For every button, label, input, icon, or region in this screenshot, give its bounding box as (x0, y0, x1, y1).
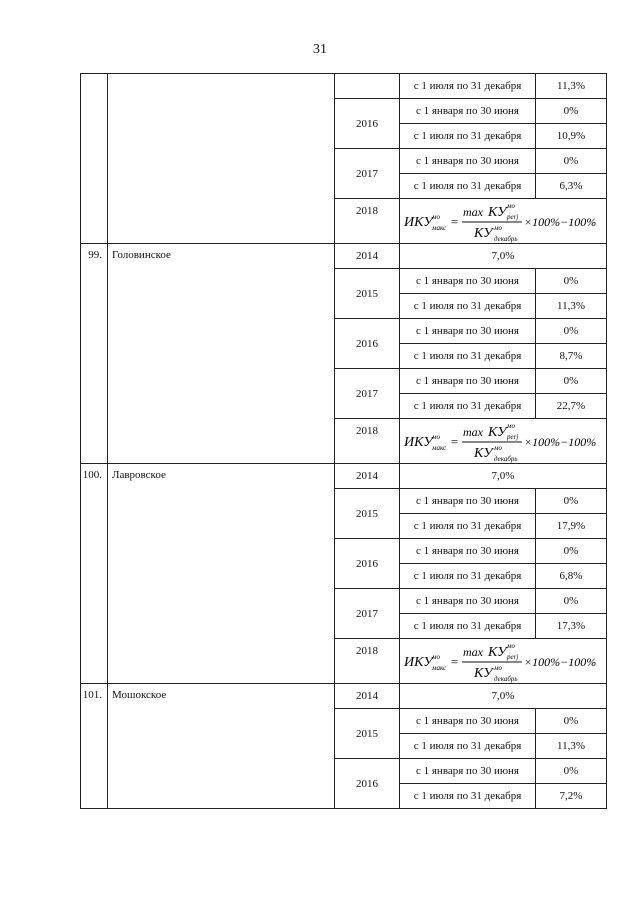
formula-lhs: ИКУ (404, 655, 433, 670)
year-cell: 2018 (335, 419, 400, 464)
formula-num-prefix: max (463, 645, 483, 659)
settlement-name (108, 74, 335, 244)
settlement-name: Головинское (108, 244, 335, 464)
period-cell: с 1 января по 30 июня (400, 319, 536, 344)
value-cell: 22,7% (536, 394, 607, 419)
year-cell: 2018 (335, 199, 400, 244)
formula-den-main: КУ (474, 666, 493, 681)
year-cell: 2016 (335, 99, 400, 149)
formula-den-sub: декабрь (494, 235, 518, 243)
formula-equals: = (450, 434, 459, 449)
formula-tail: ×100%−100% (524, 435, 597, 449)
table-row (81, 244, 607, 269)
period-cell: с 1 января по 30 июня (400, 539, 536, 564)
table-row (81, 74, 607, 99)
value-cell: 0% (536, 489, 607, 514)
value-cell: 7,0% (400, 464, 607, 489)
value-cell: 0% (536, 759, 607, 784)
period-cell: с 1 января по 30 июня (400, 149, 536, 174)
formula-lhs-sub: макс (432, 444, 447, 452)
formula-num-sub: perj (507, 213, 519, 221)
value-cell: 0% (536, 369, 607, 394)
formula-num-main: КУ (488, 645, 507, 660)
value-cell: 10,9% (536, 124, 607, 149)
formula-cell (400, 639, 607, 684)
year-cell: 2014 (335, 684, 400, 709)
period-cell: с 1 июля по 31 декабря (400, 614, 536, 639)
row-number: 101. (81, 684, 108, 809)
value-cell: 0% (536, 709, 607, 734)
formula-den-main: КУ (474, 226, 493, 241)
period-cell: с 1 июля по 31 декабря (400, 294, 536, 319)
value-cell: 17,9% (536, 514, 607, 539)
period-cell: с 1 января по 30 июня (400, 99, 536, 124)
tariff-index-table (80, 73, 607, 809)
formula-num-sub: perj (507, 653, 519, 661)
value-cell: 0% (536, 269, 607, 294)
formula-den-sup: мо (494, 224, 502, 232)
formula-den-sub: декабрь (494, 455, 518, 463)
formula-lhs-sub: макс (432, 224, 447, 232)
year-cell: 2017 (335, 589, 400, 639)
formula-den-sub: декабрь (494, 675, 518, 683)
year-cell: 2016 (335, 319, 400, 369)
settlement-name: Мошокское (108, 684, 335, 809)
row-number (81, 74, 108, 244)
period-cell: с 1 июля по 31 декабря (400, 514, 536, 539)
period-cell: с 1 января по 30 июня (400, 269, 536, 294)
value-cell: 7,2% (536, 784, 607, 809)
period-cell: с 1 января по 30 июня (400, 759, 536, 784)
formula (400, 419, 607, 463)
period-cell: с 1 июля по 31 декабря (400, 734, 536, 759)
formula-num-prefix: max (463, 205, 483, 219)
value-cell: 11,3% (536, 734, 607, 759)
value-cell: 11,3% (536, 294, 607, 319)
value-cell: 6,8% (536, 564, 607, 589)
formula-den-main: КУ (474, 446, 493, 461)
value-cell: 17,3% (536, 614, 607, 639)
formula-den-sup: мо (494, 444, 502, 452)
value-cell: 0% (536, 99, 607, 124)
period-cell: с 1 января по 30 июня (400, 369, 536, 394)
year-cell: 2014 (335, 464, 400, 489)
formula-num-sup: мо (507, 642, 515, 650)
settlement-name: Лавровское (108, 464, 335, 684)
formula (400, 639, 607, 683)
period-cell: с 1 июля по 31 декабря (400, 564, 536, 589)
period-cell: с 1 июля по 31 декабря (400, 394, 536, 419)
formula-lhs: ИКУ (404, 435, 433, 450)
row-number: 99. (81, 244, 108, 464)
table-row (81, 684, 607, 709)
period-cell: с 1 января по 30 июня (400, 589, 536, 614)
year-cell: 2015 (335, 269, 400, 319)
period-cell: с 1 июля по 31 декабря (400, 344, 536, 369)
formula-num-main: КУ (488, 205, 507, 220)
value-cell: 0% (536, 149, 607, 174)
formula-lhs-sup: мо (432, 433, 440, 441)
year-cell: 2015 (335, 489, 400, 539)
period-cell: с 1 января по 30 июня (400, 489, 536, 514)
year-cell: 2017 (335, 369, 400, 419)
formula-num-main: КУ (488, 425, 507, 440)
period-cell: с 1 июля по 31 декабря (400, 174, 536, 199)
period-cell: с 1 июля по 31 декабря (400, 124, 536, 149)
period-cell: с 1 июля по 31 декабря (400, 784, 536, 809)
value-cell: 11,3% (536, 74, 607, 99)
formula-lhs-sup: мо (432, 213, 440, 221)
value-cell: 0% (536, 319, 607, 344)
year-cell: 2018 (335, 639, 400, 684)
formula-num-sub: perj (507, 433, 519, 441)
period-cell: с 1 июля по 31 декабря (400, 74, 536, 99)
formula-lhs-sup: мо (432, 653, 440, 661)
year-cell: 2016 (335, 539, 400, 589)
year-cell: 2014 (335, 244, 400, 269)
year-cell: 2017 (335, 149, 400, 199)
table-row (81, 464, 607, 489)
formula-tail: ×100%−100% (524, 215, 597, 229)
page-number: 31 (313, 42, 327, 57)
formula-num-sup: мо (507, 202, 515, 210)
value-cell: 7,0% (400, 684, 607, 709)
formula-tail: ×100%−100% (524, 655, 597, 669)
formula-equals: = (450, 654, 459, 669)
formula-cell (400, 419, 607, 464)
value-cell: 7,0% (400, 244, 607, 269)
formula-num-prefix: max (463, 425, 483, 439)
value-cell: 0% (536, 539, 607, 564)
formula-num-sup: мо (507, 422, 515, 430)
year-cell: 2016 (335, 759, 400, 809)
formula-lhs: ИКУ (404, 215, 433, 230)
formula-den-sup: мо (494, 664, 502, 672)
year-cell: 2015 (335, 709, 400, 759)
value-cell: 0% (536, 589, 607, 614)
formula-lhs-sub: макс (432, 664, 447, 672)
period-cell: с 1 января по 30 июня (400, 709, 536, 734)
table-body (81, 74, 607, 809)
formula (400, 199, 607, 243)
formula-cell (400, 199, 607, 244)
year-cell (335, 74, 400, 99)
formula-equals: = (450, 214, 459, 229)
row-number: 100. (81, 464, 108, 684)
value-cell: 8,7% (536, 344, 607, 369)
value-cell: 6,3% (536, 174, 607, 199)
